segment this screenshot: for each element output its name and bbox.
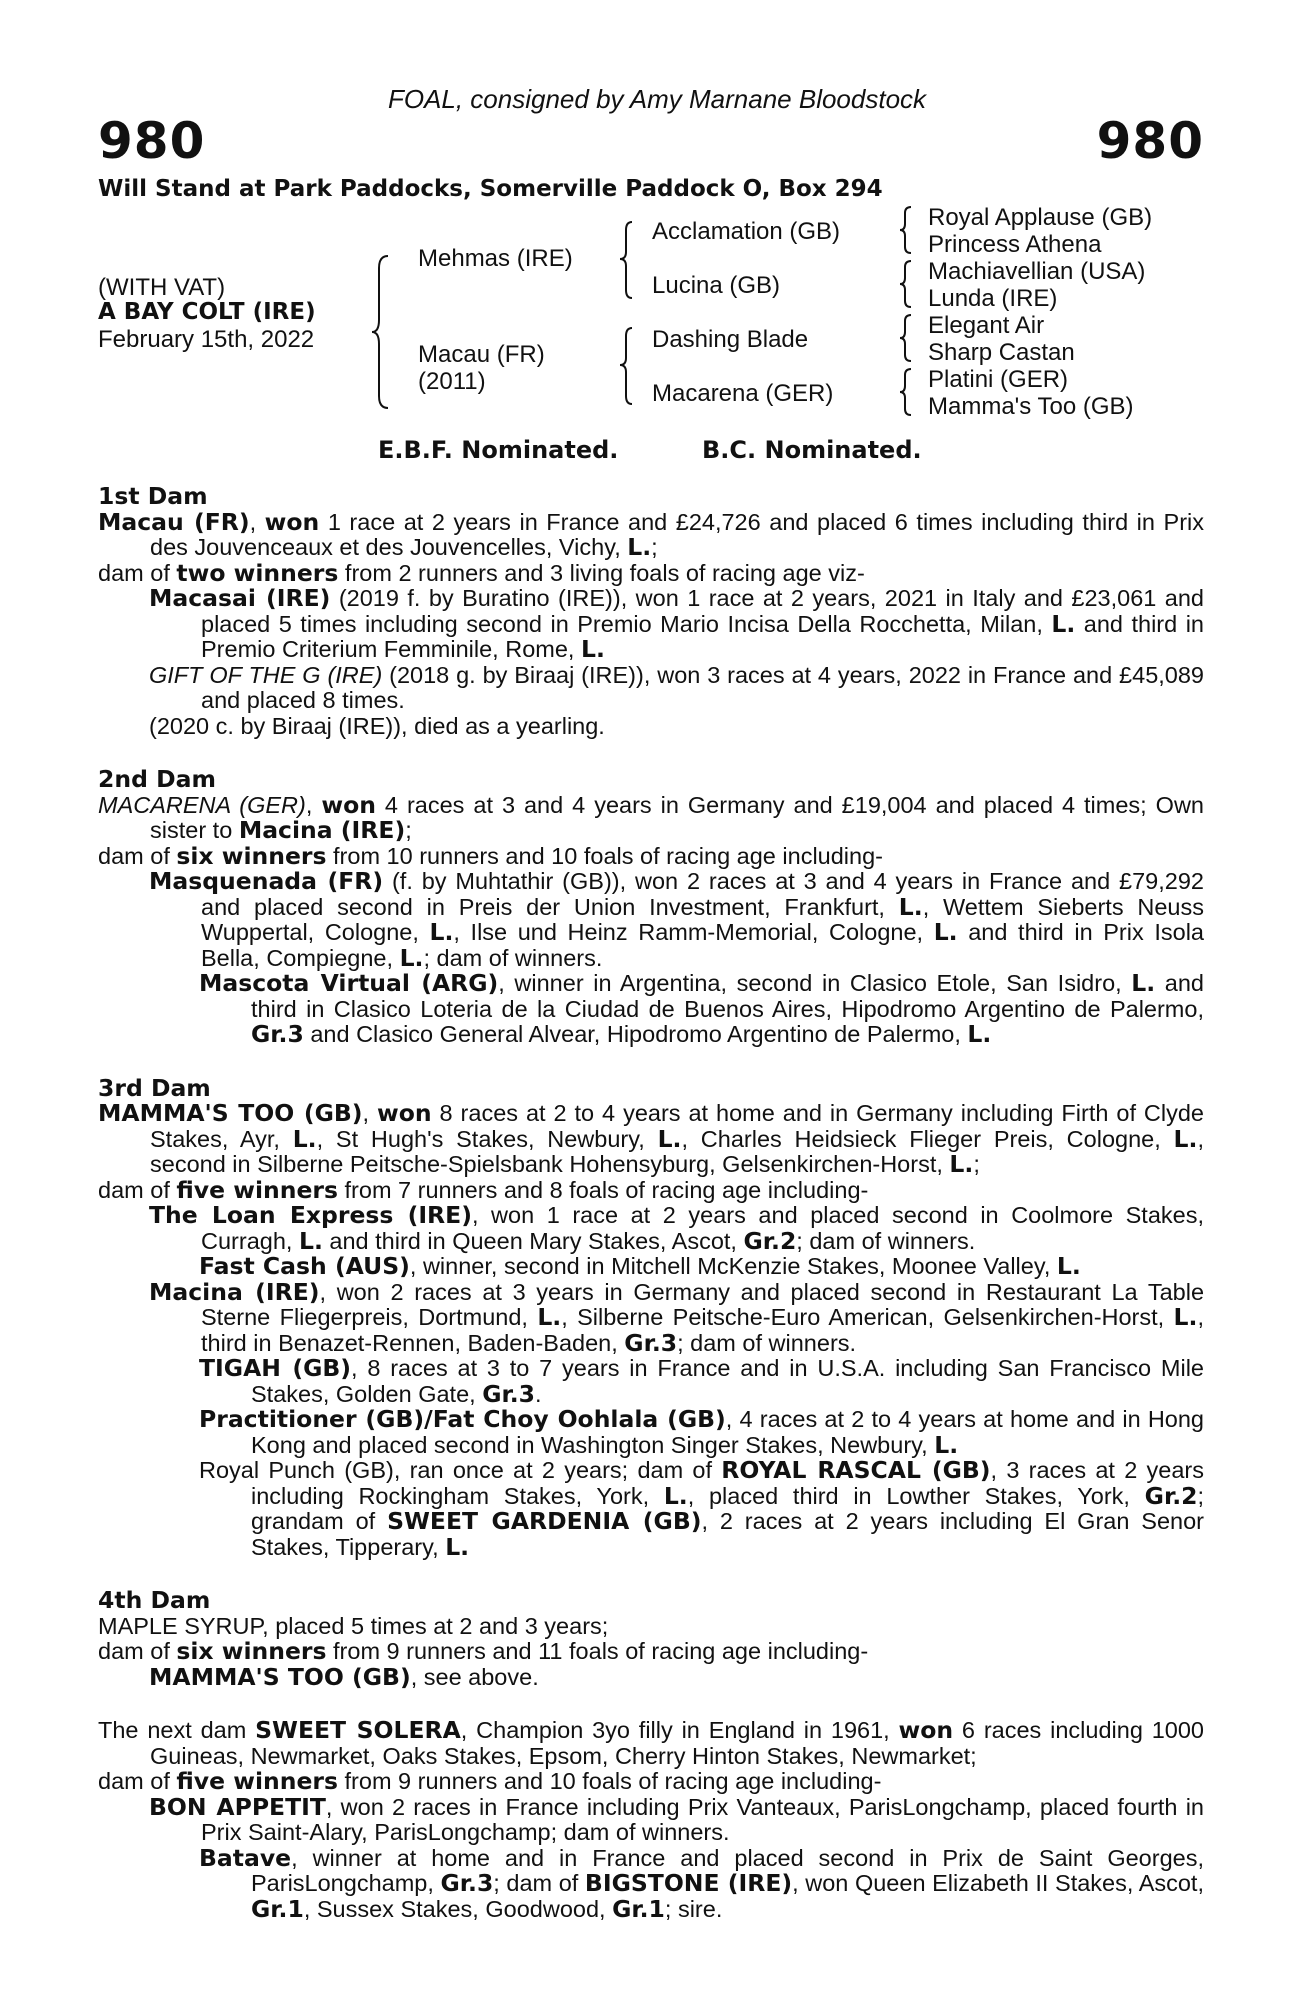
pedigree-brace-main bbox=[370, 254, 394, 410]
text-run: , bbox=[249, 508, 265, 535]
bold-text: L. bbox=[627, 533, 652, 561]
text-run: , see above. bbox=[410, 1663, 539, 1690]
bold-text: MAMMA'S TOO (GB) bbox=[149, 1662, 411, 1691]
text-run: 6 races including 1000 Guineas, Newmarket, Oaks Stakes, Epsom, Cherry Hinton Stakes, Newmarket; bbox=[150, 1717, 1204, 1769]
entry-paragraph bbox=[98, 1203, 1204, 1254]
entry-paragraph bbox=[98, 586, 1204, 663]
text-run: (2019 f. by Buratino (IRE)), won 1 race at 2 years, 2021 in Italy and £23,061 and placed 5 times including second in Premio Mario Incisa Della Rocchetta, Milan, bbox=[201, 585, 1204, 637]
bold-text: SWEET SOLERA bbox=[255, 1716, 461, 1744]
bold-text: Gr.2 bbox=[1144, 1481, 1198, 1510]
dam-section bbox=[98, 1073, 1205, 1561]
pedigree-brace-ss bbox=[898, 205, 914, 255]
bold-text: won bbox=[377, 1099, 432, 1127]
entry-paragraph bbox=[98, 971, 1204, 1048]
bold-text: L. bbox=[663, 1481, 688, 1510]
bold-text: L. bbox=[934, 1430, 959, 1459]
dam-dam: Macarena (GER) bbox=[652, 380, 834, 407]
text-run: dam of bbox=[98, 1176, 177, 1203]
text-run: , won 2 races in France including Prix Vanteaux, ParisLongchamp, placed fourth in Prix Saint-Alary, ParisLongchamp; dam of winners. bbox=[201, 1793, 1204, 1845]
bold-text: L. bbox=[429, 918, 454, 946]
entry-paragraph bbox=[98, 1101, 1204, 1178]
entry-paragraph bbox=[98, 558, 1204, 587]
bold-text: L. bbox=[445, 1532, 470, 1561]
text-run: , placed third in Lowther Stakes, York, bbox=[687, 1482, 1145, 1509]
bold-text: L. bbox=[580, 635, 605, 663]
text-run: 8 races at 2 to 4 years at home and in Germany including Firth of Clyde Stakes, Ayr, bbox=[150, 1100, 1205, 1152]
text-run: , second in Silberne Peitsche-Spielsbank Hohensyburg, Gelsenkirchen-Horst, bbox=[150, 1125, 1204, 1177]
lot-number-right: 980 bbox=[1096, 112, 1204, 170]
dam-year: (2011) bbox=[418, 368, 486, 395]
entry-paragraph bbox=[98, 1277, 1205, 1357]
stand-location: Will Stand at Park Paddocks, Somerville Paddock O, Box 294 bbox=[98, 176, 883, 202]
text-run: , Silberne Peitsche-Euro American, Gelsenkirchen-Horst, bbox=[561, 1304, 1174, 1330]
text-run: dam of bbox=[98, 1768, 177, 1794]
text-run: from 7 runners and 8 foals of racing age including- bbox=[337, 1176, 869, 1203]
bold-text: SWEET GARDENIA (GB) bbox=[387, 1507, 702, 1535]
text-run: , 2 races at 2 years including El Gran Senor Stakes, Tipperary, bbox=[251, 1508, 1204, 1560]
text-run: , bbox=[362, 1100, 377, 1126]
bold-text: L. bbox=[399, 943, 424, 972]
text-run: , winner at home and in France and placed second in Prix de Saint Georges, ParisLongchamp, bbox=[251, 1844, 1204, 1896]
sire-dam: Lucina (GB) bbox=[652, 272, 781, 299]
text-run: , won 2 races at 3 years in Germany and placed second in Restaurant La Table Sterne Fliegerpreis, Dortmund, bbox=[201, 1278, 1205, 1330]
bold-text: two winners bbox=[176, 558, 339, 587]
text-run: from 2 runners and 3 living foals of racing age viz- bbox=[338, 559, 865, 586]
italic-text: GIFT OF THE G (IRE) bbox=[149, 661, 383, 688]
entry-paragraph bbox=[98, 1718, 1204, 1769]
text-run: 4 races at 3 and 4 years in Germany and £19,004 and placed 4 times; Own sister to bbox=[150, 791, 1204, 843]
entry-paragraph bbox=[98, 1662, 1204, 1691]
pedigree-brace-ds bbox=[898, 313, 914, 363]
bold-text: Gr.2 bbox=[743, 1226, 797, 1255]
bold-text: L. bbox=[898, 892, 923, 921]
text-run: , winner in Argentina, second in Clasico Etole, San Isidro, bbox=[498, 970, 1132, 996]
consignment-line: FOAL, consigned by Amy Marnane Bloodstock bbox=[387, 84, 927, 114]
bold-text: five winners bbox=[176, 1767, 338, 1795]
pedigree-brace-sd bbox=[898, 259, 914, 309]
section-heading: 2nd Dam bbox=[98, 765, 216, 793]
bold-text: L. bbox=[1056, 1252, 1081, 1280]
text-run: ; dam of winners. bbox=[423, 944, 603, 971]
dam-sire: Dashing Blade bbox=[652, 326, 809, 353]
text-run: and third in Premio Criterium Femminile, Rome, bbox=[201, 610, 1204, 662]
entry-paragraph bbox=[98, 1458, 1204, 1560]
text-run: dam of bbox=[98, 559, 177, 586]
text-run: , Champion 3yo filly in England in 1961, bbox=[460, 1717, 899, 1743]
entry-paragraph bbox=[98, 841, 1204, 870]
text-run: (2020 c. by Biraaj (IRE)), died as a yearling. bbox=[149, 712, 605, 739]
entry-paragraph bbox=[98, 790, 1204, 844]
bold-text: L. bbox=[1051, 609, 1076, 638]
bold-text: BIGSTONE (IRE) bbox=[584, 1869, 793, 1897]
bc-nomination: B.C. Nominated. bbox=[702, 436, 922, 464]
bold-text: L. bbox=[1173, 1303, 1198, 1331]
bold-text: Masquenada (FR) bbox=[149, 867, 384, 895]
entry-paragraph bbox=[98, 1356, 1204, 1407]
text-run: Royal Punch (GB), ran once at 2 years; dam of bbox=[199, 1457, 722, 1483]
entry-paragraph bbox=[98, 1614, 1204, 1640]
text-run: MAPLE SYRUP, placed 5 times at 2 and 3 years; bbox=[98, 1612, 609, 1639]
text-run: The next dam bbox=[98, 1717, 256, 1743]
bold-text: Fast Cash (AUS) bbox=[199, 1252, 410, 1280]
catalogue-text bbox=[98, 484, 1204, 1922]
entry-paragraph bbox=[98, 1407, 1204, 1458]
text-run: ; bbox=[973, 1151, 980, 1177]
bold-text: L. bbox=[657, 1124, 682, 1153]
text-run: ; bbox=[651, 534, 658, 560]
bold-text: L. bbox=[298, 1226, 323, 1255]
section-heading: 4th Dam bbox=[98, 1586, 211, 1614]
horse-name: A BAY COLT (IRE) bbox=[98, 299, 316, 325]
vat-label: (WITH VAT) bbox=[98, 274, 226, 301]
text-run: and third in Queen Mary Stakes, Ascot, bbox=[322, 1227, 744, 1254]
text-run: , Charles Heidsieck Flieger Preis, Cologne, bbox=[681, 1125, 1174, 1152]
bold-text: The Loan Express (IRE) bbox=[149, 1201, 472, 1229]
bold-text: L. bbox=[1131, 969, 1156, 997]
text-run: and third in Clasico Loteria de la Ciudad de Buenos Aires, Hipodromo Argentino de Palermo, bbox=[251, 970, 1205, 1022]
bold-text: won bbox=[264, 507, 320, 536]
sire-sire: Acclamation (GB) bbox=[652, 218, 841, 245]
text-run: , third in Benazet-Rennen, Baden-Baden, bbox=[201, 1304, 1204, 1356]
dam-section bbox=[98, 1588, 1204, 1690]
bold-text: ROYAL RASCAL (GB) bbox=[721, 1456, 991, 1484]
dam-dam-sire: Platini (GER) bbox=[928, 366, 1069, 393]
bold-text: Gr.3 bbox=[624, 1328, 678, 1357]
bold-text: Gr.3 bbox=[482, 1379, 536, 1408]
dam-name: Macau (FR) bbox=[418, 341, 545, 368]
entry-paragraph bbox=[98, 869, 1204, 971]
dam-section bbox=[98, 484, 1204, 739]
bold-text: won bbox=[898, 1716, 954, 1744]
bold-text: Mascota Virtual (ARG) bbox=[199, 969, 499, 997]
bold-text: TIGAH (GB) bbox=[199, 1354, 352, 1382]
sire-dam-sire: Machiavellian (USA) bbox=[928, 258, 1146, 285]
sire-sire-sire: Royal Applause (GB) bbox=[928, 204, 1153, 231]
bold-text: Macina (IRE) bbox=[238, 816, 406, 844]
text-run: ; grandam of bbox=[251, 1482, 1205, 1534]
bold-text: six winners bbox=[176, 841, 327, 870]
bold-text: Macasai (IRE) bbox=[149, 584, 331, 612]
sire-name: Mehmas (IRE) bbox=[418, 245, 573, 272]
text-run: , bbox=[305, 791, 322, 818]
bold-text: five winners bbox=[176, 1175, 338, 1204]
text-run: , 3 races at 2 years including Rockingham Stakes, York, bbox=[251, 1457, 1205, 1509]
bold-text: Gr.3 bbox=[251, 1020, 304, 1048]
bold-text: L. bbox=[292, 1124, 317, 1153]
text-run: , won 1 race at 2 years and placed second in Coolmore Stakes, Curragh, bbox=[201, 1202, 1204, 1254]
bold-text: six winners bbox=[176, 1637, 327, 1665]
dam-section bbox=[98, 767, 1204, 1048]
text-run: , winner, second in Mitchell McKenzie Stakes, Moonee Valley, bbox=[409, 1253, 1057, 1279]
text-run: dam of bbox=[98, 1638, 177, 1664]
text-run: ; dam of winners. bbox=[677, 1329, 857, 1356]
dam-sire-sire: Elegant Air bbox=[928, 312, 1045, 339]
sire-dam-dam: Lunda (IRE) bbox=[928, 285, 1058, 312]
dam-section bbox=[98, 1718, 1204, 1922]
bold-text: L. bbox=[949, 1150, 974, 1178]
bold-text: BON APPETIT bbox=[149, 1792, 326, 1821]
pedigree-brace-dam bbox=[618, 326, 636, 406]
entry-paragraph bbox=[98, 1792, 1204, 1846]
italic-text: MACARENA (GER) bbox=[98, 791, 306, 818]
foaling-date: February 15th, 2022 bbox=[98, 326, 315, 353]
text-run: (f. by Muhtathir (GB)), won 2 races at 3 and 4 years in France and £79,292 and placed second in Preis der Union Investment, Frankfurt, bbox=[201, 868, 1204, 920]
bold-text: L. bbox=[967, 1020, 992, 1048]
dam-sire-dam: Sharp Castan bbox=[928, 339, 1075, 366]
sire-sire-dam: Princess Athena bbox=[928, 231, 1102, 258]
bold-text: Macau (FR) bbox=[98, 507, 250, 536]
entry-paragraph bbox=[98, 714, 1204, 740]
bold-text: Macina (IRE) bbox=[149, 1277, 320, 1306]
text-run: from 10 runners and 10 foals of racing age including- bbox=[326, 842, 883, 869]
bold-text: L. bbox=[933, 918, 958, 946]
entry-paragraph bbox=[98, 663, 1204, 714]
entry-paragraph bbox=[98, 1769, 1204, 1795]
ebf-nomination: E.B.F. Nominated. bbox=[378, 436, 619, 464]
section-heading: 1st Dam bbox=[98, 482, 208, 510]
bold-text: won bbox=[321, 790, 376, 819]
text-run: 1 race at 2 years in France and £24,726 and placed 6 times including third in Prix des Jouvenceaux et des Jouvencelles, Vichy, bbox=[150, 508, 1204, 560]
bold-text: Gr.3 bbox=[440, 1869, 494, 1897]
pedigree-brace-dd bbox=[898, 367, 914, 417]
bold-text: L. bbox=[1173, 1124, 1198, 1153]
text-run: from 9 runners and 10 foals of racing age including- bbox=[337, 1768, 882, 1794]
text-run: and Clasico General Alvear, Hipodromo Argentino de Palermo, bbox=[303, 1021, 968, 1047]
text-run: , Wettem Sieberts Neuss Wuppertal, Cologne, bbox=[201, 893, 1205, 945]
bold-text: Gr.1 bbox=[251, 1894, 304, 1923]
pedigree-brace-sire bbox=[618, 220, 636, 300]
text-run: , won Queen Elizabeth II Stakes, Ascot, bbox=[792, 1870, 1204, 1896]
entry-paragraph bbox=[98, 1175, 1204, 1204]
bold-text: MAMMA'S TOO (GB) bbox=[98, 1099, 363, 1127]
text-run: ; sire. bbox=[664, 1895, 723, 1922]
text-run: , St Hugh's Stakes, Newbury, bbox=[316, 1125, 658, 1152]
text-run: . bbox=[535, 1380, 542, 1407]
bold-text: Gr.1 bbox=[612, 1894, 665, 1923]
text-run: , Ilse und Heinz Ramm-Memorial, Cologne, bbox=[453, 919, 934, 945]
entry-paragraph bbox=[98, 507, 1204, 561]
text-run: from 9 runners and 11 foals of racing age including- bbox=[326, 1638, 869, 1664]
entry-paragraph bbox=[98, 1843, 1204, 1923]
text-run: dam of bbox=[98, 842, 177, 869]
bold-text: Batave bbox=[199, 1843, 292, 1872]
lot-number-left: 980 bbox=[98, 112, 206, 170]
text-run: and third in Prix Isola Bella, Compiegne, bbox=[201, 919, 1204, 971]
entry-paragraph bbox=[98, 1254, 1204, 1280]
text-run: ; dam of winners. bbox=[796, 1227, 976, 1254]
entry-paragraph bbox=[98, 1639, 1204, 1665]
bold-text: Practitioner (GB)/Fat Choy Oohlala (GB) bbox=[199, 1405, 726, 1433]
bold-text: L. bbox=[537, 1303, 562, 1331]
section-heading: 3rd Dam bbox=[98, 1073, 211, 1102]
text-run: (2018 g. by Biraaj (IRE)), won 3 races at 4 years, 2022 in France and £45,089 and placed 8 times. bbox=[201, 661, 1204, 713]
text-run: ; bbox=[405, 817, 412, 843]
dam-dam-dam: Mamma's Too (GB) bbox=[928, 393, 1134, 420]
text-run: ; dam of bbox=[493, 1870, 585, 1896]
text-run: , 8 races at 3 to 7 years in France and in U.S.A. including San Francisco Mile Stakes, Golden Gate, bbox=[251, 1355, 1204, 1407]
text-run: , Sussex Stakes, Goodwood, bbox=[303, 1895, 613, 1922]
text-run: , 4 races at 2 to 4 years at home and in Hong Kong and placed second in Washington Singer Stakes, Newbury, bbox=[251, 1406, 1205, 1458]
